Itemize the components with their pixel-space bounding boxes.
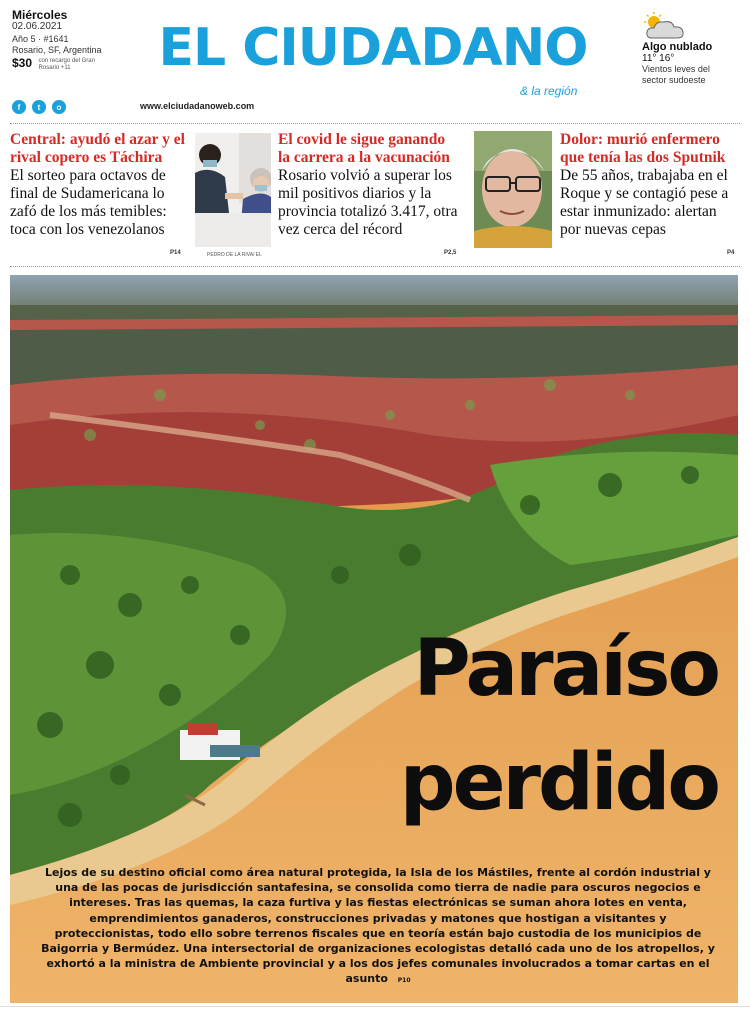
twitter-icon[interactable]: t <box>32 100 46 114</box>
teaser-body: El sorteo para octavos de final de Sudamericana lo zafó de los más temibles: toca con los venezolanos <box>10 167 167 238</box>
social-links <box>12 100 66 114</box>
teaser-headline[interactable]: Dolor: murió enfermero que tenía las dos Sputnik <box>560 131 726 166</box>
nurse-photo <box>474 131 552 248</box>
teaser-nurse[interactable] <box>560 131 740 239</box>
teaser-headline[interactable]: Central: ayudó el azar y el rival copero es Táchira <box>10 131 185 166</box>
price-note: con recargo del Gran Rosario +11 <box>38 57 95 71</box>
edition-info <box>12 10 132 72</box>
edition-date: 02.06.2021 <box>12 21 63 32</box>
main-lead-paragraph <box>40 865 716 989</box>
issue-number: Año 5 · #1641 <box>12 34 69 44</box>
price: $30 <box>12 56 33 70</box>
teaser-covid[interactable] <box>278 131 460 239</box>
weather-temps: 11° 16° <box>642 53 675 64</box>
main-headline-line-1[interactable]: Paraíso <box>413 624 718 714</box>
page-ref: P2,5 <box>444 250 457 256</box>
page-ref: P4 <box>727 250 735 256</box>
edition-day: Miércoles <box>12 8 68 22</box>
masthead-tagline: & la región <box>520 84 578 98</box>
divider <box>10 123 740 124</box>
page-ref: P14 <box>170 250 181 256</box>
teaser-body: De 55 años, trabajaba en el Roque y se contagió pese a estar inmunizado: alertan por nuevas cepas <box>560 167 729 238</box>
main-headline-line-2[interactable]: perdido <box>399 738 718 828</box>
masthead-logo[interactable]: EL CIUDADANO <box>158 18 588 78</box>
teaser-headline[interactable]: El covid le sigue ganando la carrera a la vacunación <box>278 131 450 166</box>
instagram-icon[interactable]: o <box>52 100 66 114</box>
teaser-body: Rosario volvió a superar los mil positivos diarios y la provincia totalizó 3.417, otra vez cerca del récord <box>278 167 458 238</box>
weather-box <box>642 12 747 86</box>
weather-wind: Vientos leves del sector sudoeste <box>642 64 710 85</box>
divider <box>10 266 740 267</box>
teaser-sports[interactable] <box>10 131 188 239</box>
website-link[interactable]: www.elciudadanoweb.com <box>140 101 255 111</box>
facebook-icon[interactable]: f <box>12 100 26 114</box>
weather-condition: Algo nublado <box>642 41 713 53</box>
page-ref: P10 <box>397 977 411 985</box>
vaccine-photo <box>195 133 271 247</box>
partly-cloudy-icon <box>642 12 688 42</box>
page-bottom-rule <box>0 1006 750 1007</box>
photo-credit: PEDRO DE LA RIVA/ EL <box>207 252 262 258</box>
lead-text: Lejos de su destino oficial como área natural protegida, la Isla de los Mástiles, frente al cordón industrial y una de las pocas de jurisdicción santafesina, se consolida como tierra de nadie para oscuros negocios e intereses. Tras las quemas, la caza furtiva y las fiestas electrónicas se suman ahora lotes en venta, emprendimientos ganaderos, construcciones privadas y matones que hostigan a visitantes y proteccionistas, todo ello sobre terrenos fiscales que en teoría están bajo custodia de los municipios de Baigorria y Bermúdez. Una intersectorial de organizaciones ecologistas detalló cada uno de los atropellos, y exhortó a la ministra de Ambiente provincial y a los dos jefes comunales involucrados a tomar cartas en el asunto <box>41 866 715 986</box>
edition-location: Rosario, SF, Argentina <box>12 45 102 55</box>
